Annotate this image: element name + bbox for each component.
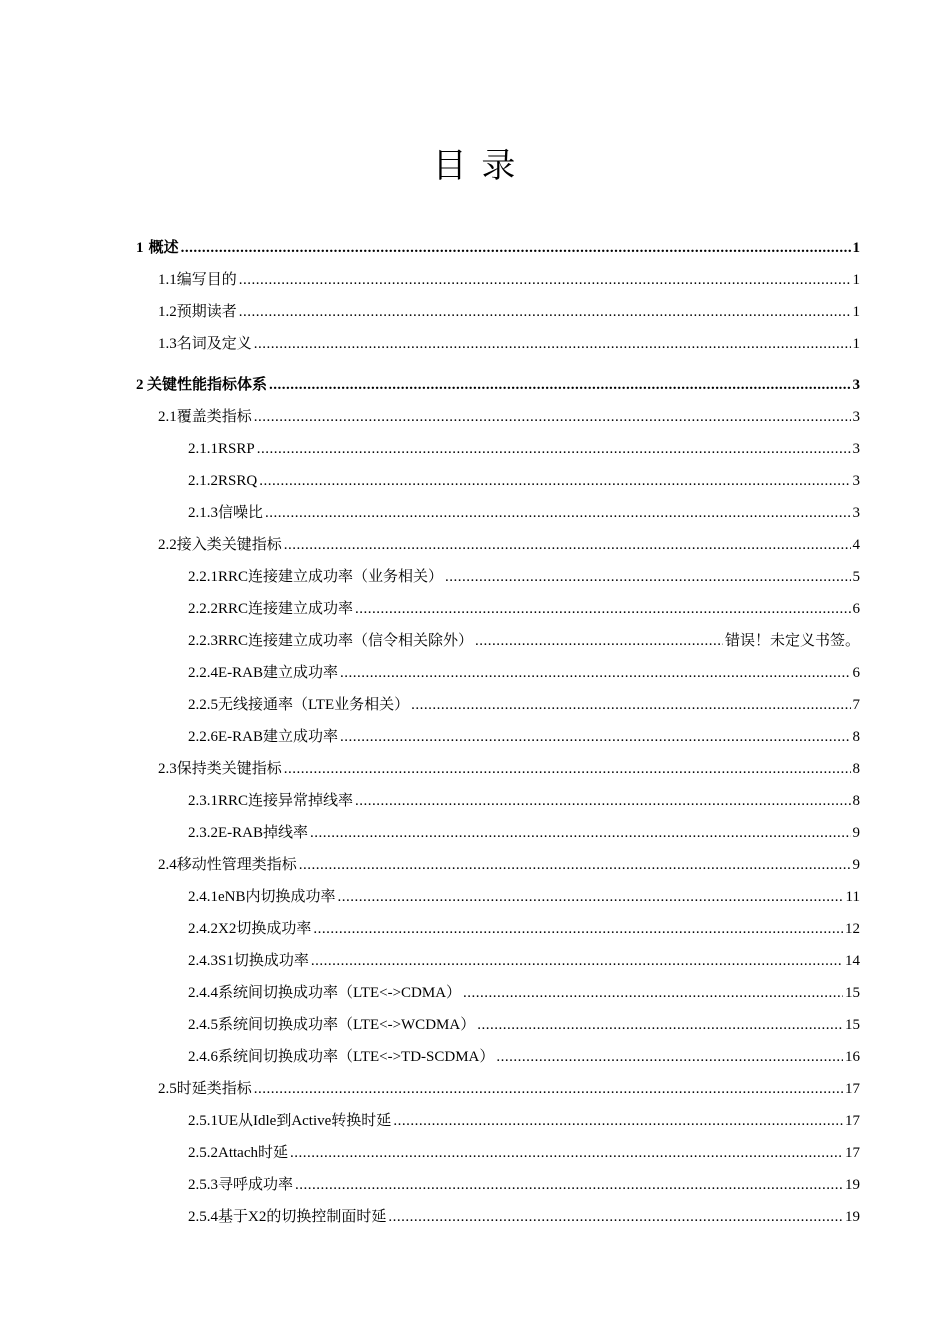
toc-entry-title: 时延类指标 (176, 1081, 252, 1097)
toc-entry-title: 编写目的 (176, 272, 237, 288)
toc-entry-number: 2.3.2 (188, 825, 218, 841)
toc-entry-page: 17 (845, 1113, 860, 1129)
toc-entry-page: 15 (845, 1017, 860, 1033)
toc-entry-page: 7 (852, 697, 860, 713)
toc-entry-page: 9 (852, 857, 860, 873)
toc-dot-leader (475, 631, 723, 651)
toc-dot-leader (239, 270, 851, 290)
toc-entry-page: 17 (845, 1145, 860, 1161)
toc-dot-leader (254, 407, 851, 427)
toc-entry-title: RSRQ (218, 473, 258, 489)
toc-entry-title: E-RAB建立成功率 (218, 665, 339, 681)
toc-entry[interactable] (188, 1047, 860, 1067)
toc-entry-number: 2.4.5 (188, 1017, 218, 1033)
toc-dot-leader (254, 1079, 843, 1099)
toc-dot-leader (259, 471, 850, 491)
toc-entry-title: 覆盖类指标 (176, 409, 252, 425)
toc-dot-leader (269, 375, 851, 395)
toc-title: 目 录 (432, 146, 518, 186)
toc-entry-title: 保持类关键指标 (176, 761, 282, 777)
toc-entry-page: 16 (845, 1049, 860, 1065)
toc-entry-title: E-RAB建立成功率 (218, 729, 339, 745)
toc-entry-page: 3 (852, 409, 860, 425)
toc-entry-title: E-RAB掉线率 (218, 825, 309, 841)
toc-entry-title: RRC连接异常掉线率 (218, 793, 354, 809)
toc-entry[interactable] (188, 631, 860, 651)
toc-entry-page: 19 (845, 1209, 860, 1225)
toc-entry-number: 2.4 (158, 857, 177, 873)
toc-entry-title: 系统间切换成功率（LTE<->WCDMA） (218, 1017, 476, 1033)
toc-dot-leader (477, 1015, 843, 1035)
toc-entry-page: 15 (845, 985, 860, 1001)
toc-entry-number: 1.1 (158, 272, 177, 288)
toc-entry-title: eNB内切换成功率 (218, 889, 336, 905)
toc-entry-title: 系统间切换成功率（LTE<->CDMA） (218, 985, 462, 1001)
toc-dot-leader (181, 238, 851, 258)
toc-dot-leader (393, 1111, 843, 1131)
toc-entry-title: Attach时延 (218, 1145, 288, 1161)
toc-entry[interactable] (188, 727, 860, 747)
toc-dot-leader (445, 567, 850, 587)
toc-entry-page: 3 (852, 473, 860, 489)
toc-entry[interactable] (188, 951, 860, 971)
toc-entry-number: 2.5.3 (188, 1177, 218, 1193)
toc-entry-title: 信噪比 (218, 505, 264, 521)
toc-entry-title: RRC连接建立成功率（业务相关） (218, 569, 444, 585)
toc-entry-number: 2.5.2 (188, 1145, 218, 1161)
toc-entry[interactable] (188, 919, 860, 939)
toc-dot-leader (310, 823, 850, 843)
toc-entry-title: RRC连接建立成功率 (218, 601, 354, 617)
toc-entry-title: 接入类关键指标 (176, 537, 282, 553)
toc-entry-number: 2.5 (158, 1081, 177, 1097)
toc-dot-leader (313, 919, 843, 939)
toc-entry-number: 2.2.3 (188, 633, 218, 649)
toc-entry-number: 2.2.4 (188, 665, 218, 681)
toc-entry-number: 2.2.5 (188, 697, 218, 713)
toc-entry-number: 2.2.1 (188, 569, 218, 585)
toc-entry[interactable] (158, 270, 860, 290)
toc-entry-title: 无线接通率（LTE业务相关） (218, 697, 410, 713)
toc-entry-number: 2 (136, 377, 144, 393)
toc-entry-page: 17 (845, 1081, 860, 1097)
toc-entry-title: 名词及定义 (176, 336, 252, 352)
toc-entry-title: UE从Idle到Active转换时延 (218, 1113, 392, 1129)
toc-dot-leader (299, 855, 851, 875)
toc-entry[interactable] (188, 503, 860, 523)
toc-entry-title: 基于X2的切换控制面时延 (218, 1209, 387, 1225)
toc-entry-number: 2.4.6 (188, 1049, 218, 1065)
toc-entry[interactable] (188, 1207, 860, 1227)
toc-entry-page: 5 (852, 569, 860, 585)
toc-entry-number: 2.1 (158, 409, 177, 425)
toc-entry-title: S1切换成功率 (218, 953, 309, 969)
toc-entry-page: 19 (845, 1177, 860, 1193)
toc-entry-number: 2.2.6 (188, 729, 218, 745)
toc-entry[interactable] (188, 663, 860, 683)
toc-dot-leader (239, 302, 851, 322)
toc-entry[interactable] (188, 791, 860, 811)
toc-entry-page: 6 (852, 665, 860, 681)
toc-entry-title: 关键性能指标体系 (146, 377, 267, 393)
toc-dot-leader (496, 1047, 843, 1067)
toc-entry-title: 移动性管理类指标 (176, 857, 297, 873)
toc-entry-page: 错误！未定义书签。 (724, 633, 860, 649)
toc-entry-page: 3 (852, 377, 860, 393)
toc-entry[interactable] (188, 983, 860, 1003)
toc-entry-number: 2.3 (158, 761, 177, 777)
toc-entry[interactable] (188, 695, 860, 715)
toc-entry-page: 1 (852, 272, 860, 288)
toc-entry[interactable] (158, 855, 860, 875)
toc-entry-number: 1 (136, 240, 144, 256)
toc-dot-leader (257, 439, 851, 459)
toc-dot-leader (411, 695, 850, 715)
toc-dot-leader (290, 1143, 843, 1163)
toc-entry-title: RRC连接建立成功率（信令相关除外） (218, 633, 474, 649)
toc-dot-leader (463, 983, 843, 1003)
toc-entry-title: 寻呼成功率 (218, 1177, 294, 1193)
toc-dot-leader (355, 791, 850, 811)
toc-dot-leader (311, 951, 843, 971)
toc-entry-title: 预期读者 (176, 304, 237, 320)
toc-entry-title: RSRP (218, 441, 255, 457)
toc-entry-page: 12 (845, 921, 860, 937)
toc-dot-leader (340, 727, 850, 747)
toc-entry-page: 3 (852, 441, 860, 457)
toc-entry[interactable] (188, 1143, 860, 1163)
toc-dot-leader (254, 334, 851, 354)
toc-entry[interactable] (158, 535, 860, 555)
toc-entry-number: 2.3.1 (188, 793, 218, 809)
toc-entry[interactable] (188, 1175, 860, 1195)
toc-entry-number: 2.4.4 (188, 985, 218, 1001)
toc-entry-number: 1.2 (158, 304, 177, 320)
toc-dot-leader (338, 887, 844, 907)
toc-entry-number: 2.5.1 (188, 1113, 218, 1129)
toc-entry-title: 概述 (148, 240, 179, 256)
toc-entry-number: 1.3 (158, 336, 177, 352)
toc-entry-number: 2.2 (158, 537, 177, 553)
toc-dot-leader (295, 1175, 843, 1195)
toc-entry[interactable] (188, 471, 860, 491)
toc-dot-leader (265, 503, 850, 523)
toc-entry[interactable] (188, 567, 860, 587)
toc-entry[interactable] (158, 334, 860, 354)
toc-entry[interactable] (158, 1079, 860, 1099)
toc-entry[interactable] (188, 439, 860, 459)
toc-entry-number: 2.1.3 (188, 505, 218, 521)
toc-entry[interactable] (158, 407, 860, 427)
toc-entry-page: 4 (852, 537, 860, 553)
toc-entry-page: 8 (852, 761, 860, 777)
toc-dot-leader (388, 1207, 843, 1227)
toc-entry-page: 9 (852, 825, 860, 841)
toc-entry-page: 3 (852, 505, 860, 521)
toc-entry-page: 8 (852, 729, 860, 745)
toc-entry-number: 2.5.4 (188, 1209, 218, 1225)
toc-entry[interactable] (136, 238, 860, 258)
toc-entry-page: 6 (852, 601, 860, 617)
toc-dot-leader (355, 599, 850, 619)
toc-dot-leader (284, 759, 851, 779)
toc-entry-title: 系统间切换成功率（LTE<->TD-SCDMA） (218, 1049, 495, 1065)
toc-entry-number: 2.1.1 (188, 441, 218, 457)
toc-entry[interactable] (136, 375, 860, 395)
toc-dot-leader (284, 535, 851, 555)
toc-entry-number: 2.2.2 (188, 601, 218, 617)
toc-entry-number: 2.1.2 (188, 473, 218, 489)
toc-entry[interactable] (188, 599, 860, 619)
toc-entry-number: 2.4.3 (188, 953, 218, 969)
toc-entry-number: 2.4.2 (188, 921, 218, 937)
toc-dot-leader (340, 663, 850, 683)
toc-entry-page: 1 (852, 336, 860, 352)
toc-entry-number: 2.4.1 (188, 889, 218, 905)
toc-entry-page: 1 (852, 240, 860, 256)
toc-entry-page: 1 (852, 304, 860, 320)
toc-entry-page: 11 (845, 889, 860, 905)
toc-entry[interactable] (188, 1015, 860, 1035)
toc-entry-page: 14 (845, 953, 860, 969)
toc-entry-title: X2切换成功率 (218, 921, 312, 937)
toc-entry[interactable] (188, 1111, 860, 1131)
toc-entry[interactable] (158, 302, 860, 322)
toc-entry-page: 8 (852, 793, 860, 809)
toc-entry[interactable] (188, 823, 860, 843)
toc-entry[interactable] (188, 887, 860, 907)
toc-entry[interactable] (158, 759, 860, 779)
